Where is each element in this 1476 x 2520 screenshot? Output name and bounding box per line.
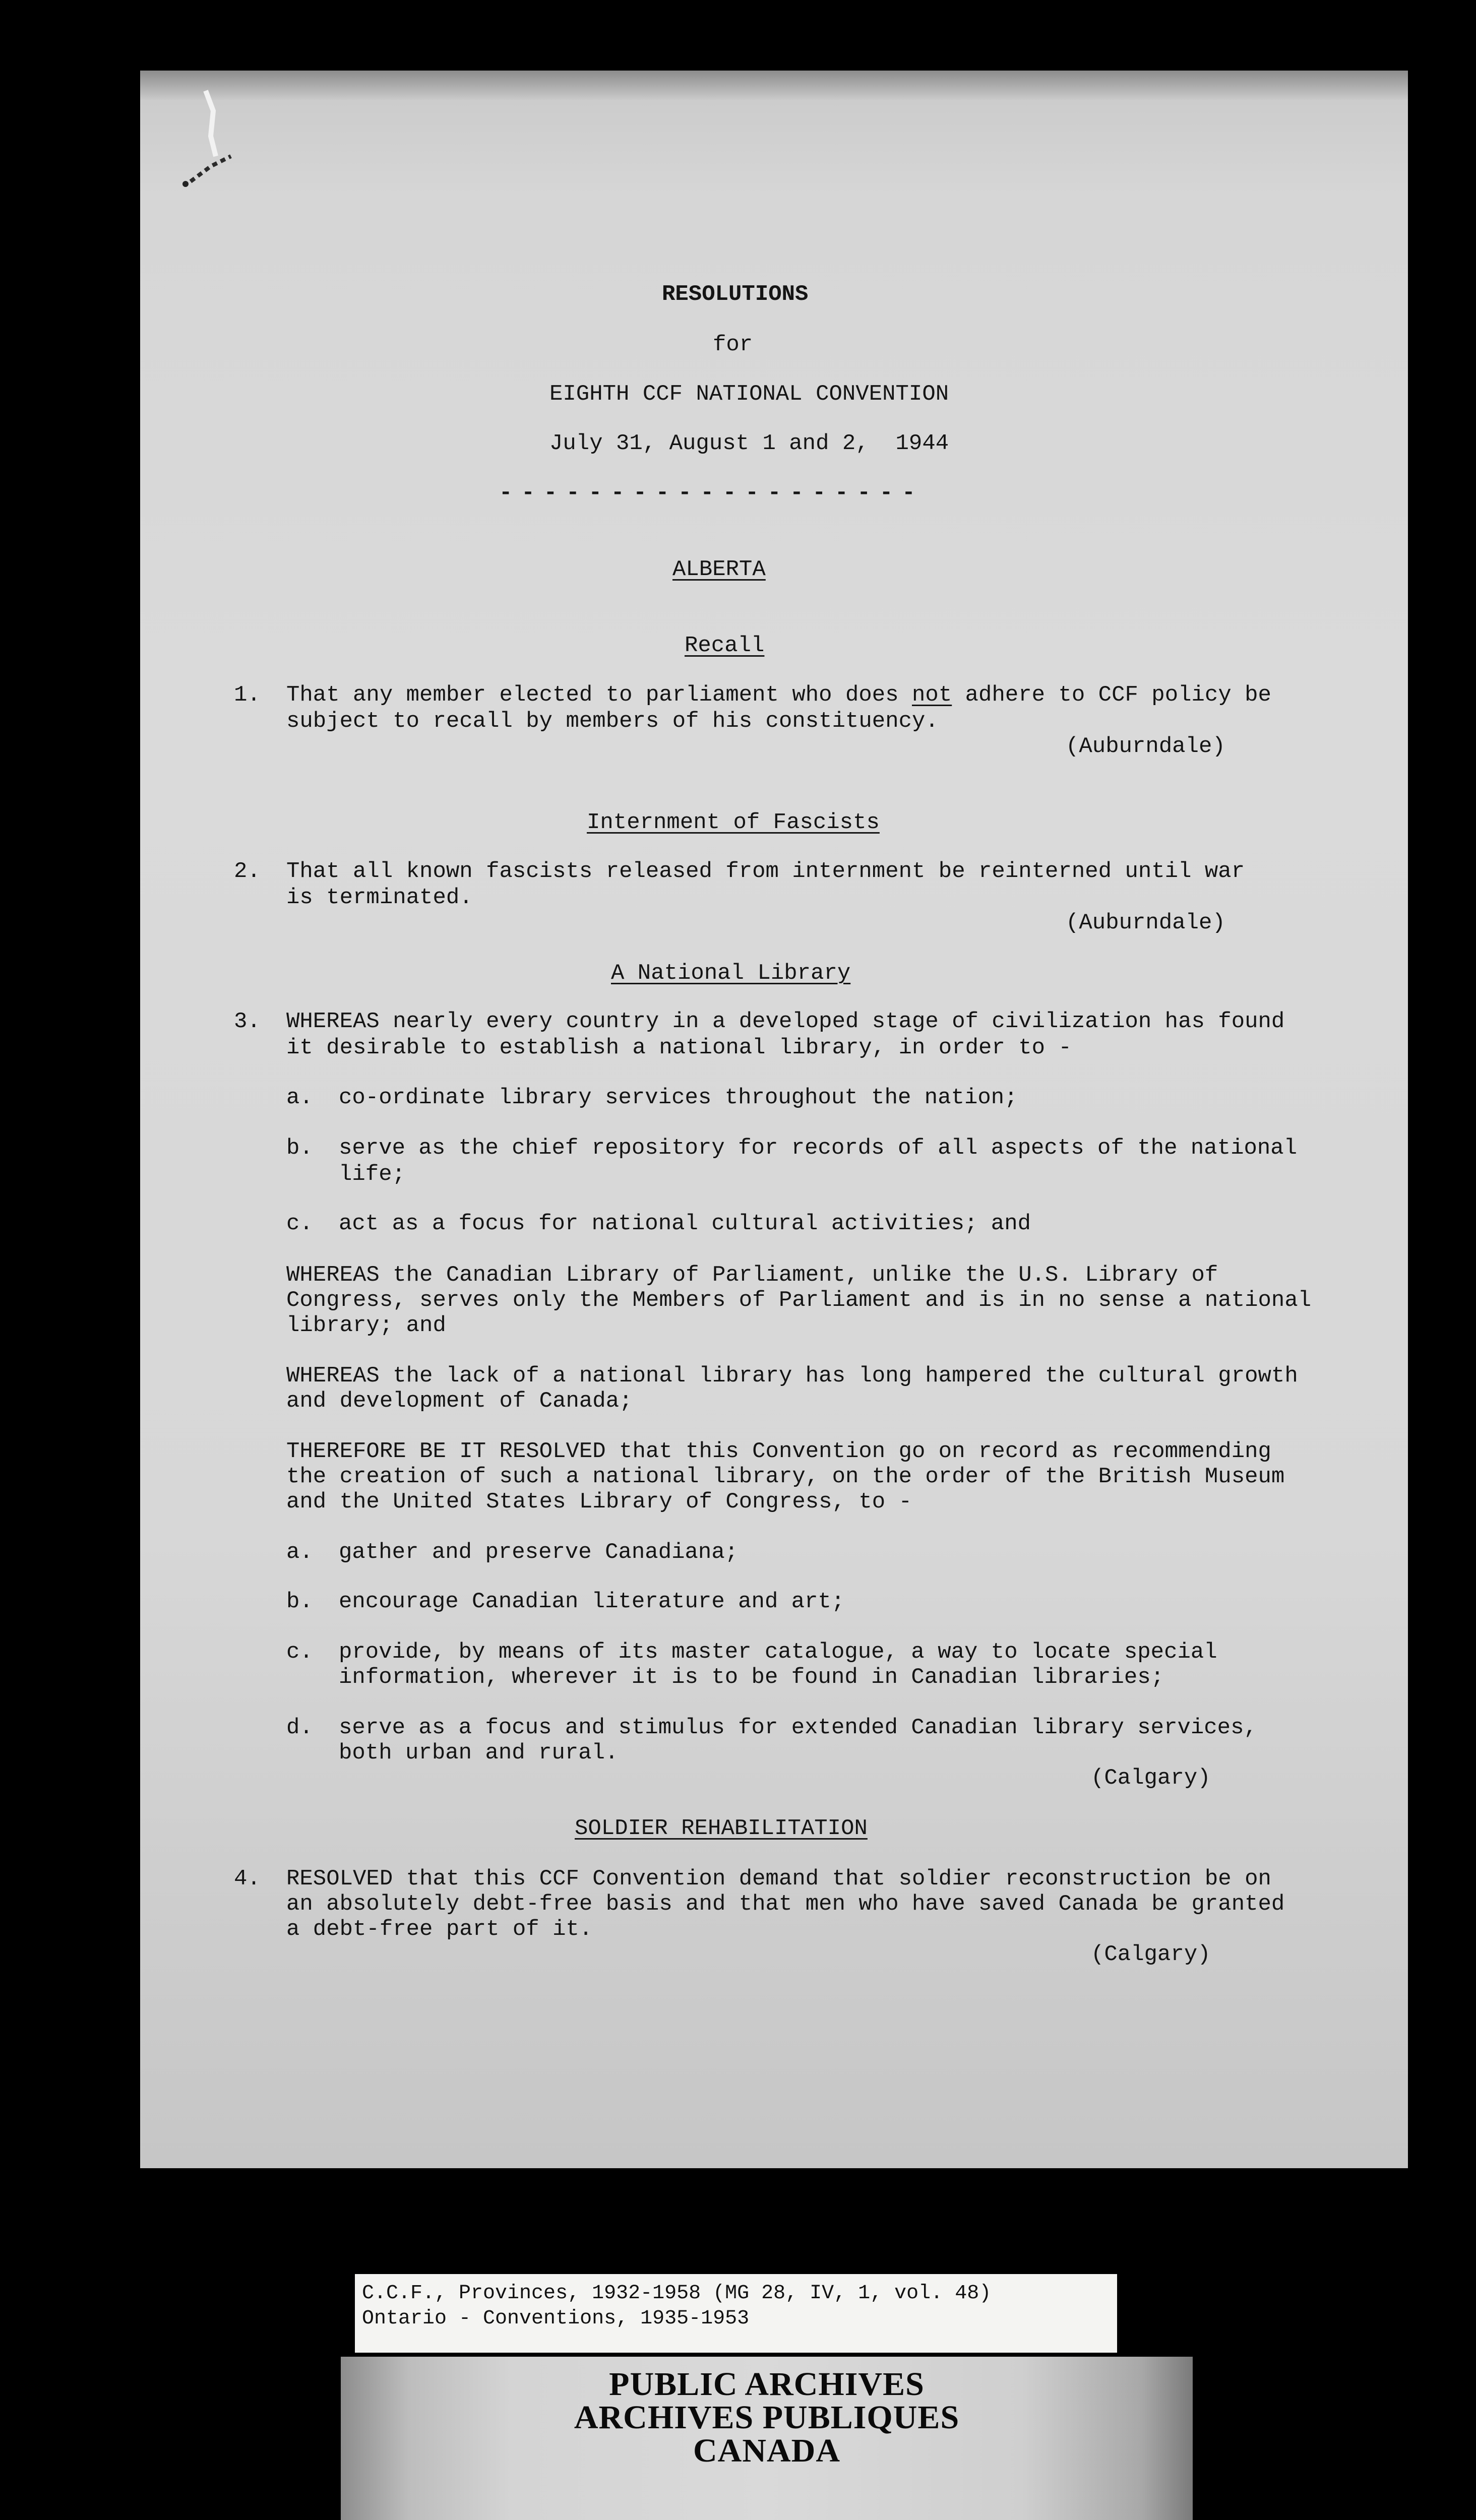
resolution-text: WHEREAS the Canadian Library of Parliament, unlike the U.S. Library of [286,1263,1218,1288]
section-heading-internment: Internment of Fascists [587,810,880,835]
list-letter: b. [286,1136,313,1161]
list-letter: c. [286,1211,313,1236]
list-item: serve as a focus and stimulus for extended Canadian library services, [339,1715,1257,1740]
resolution-number: 4. [234,1866,261,1892]
resolution-number: 3. [234,1009,261,1034]
list-item: co-ordinate library services throughout the nation; [339,1085,1018,1110]
province-heading: ALBERTA [672,557,766,582]
resolution-text: and the United States Library of Congress, to - [286,1489,912,1515]
resolution-source: (Calgary) [1091,1766,1211,1791]
doc-title: RESOLUTIONS [662,282,809,307]
doc-date: July 31, August 1 and 2, 1944 [549,431,949,456]
resolution-text: That all known fascists released from internment be reinterned until war [286,859,1245,884]
resolution-text: it desirable to establish a national library, in order to - [286,1035,1072,1060]
list-item: provide, by means of its master catalogue, a way to locate special [339,1640,1217,1665]
document-page [140,71,1408,2168]
resolution-text: a debt-free part of it. [286,1917,593,1942]
resolution-text: Congress, serves only the Members of Parliament and is in no sense a national [286,1288,1312,1313]
doc-title-for: for [713,332,753,357]
archive-reference-label [355,2274,1117,2353]
resolution-source: (Calgary) [1091,1942,1211,1967]
resolution-text: is terminated. [286,885,473,910]
resolution-text: the creation of such a national library, on the order of the British Museum [286,1464,1285,1489]
archives-stamp [341,2357,1193,2520]
archive-label-line: Ontario - Conventions, 1935-1953 [362,2307,750,2330]
resolution-source: (Auburndale) [1066,910,1225,935]
header-divider: ------------------- [499,480,925,506]
resolution-text: library; and [286,1313,446,1338]
stamp-line: ARCHIVES PUBLIQUES [574,2399,960,2436]
resolution-text: THEREFORE BE IT RESOLVED that this Convention go on record as recommending [286,1439,1271,1464]
archive-label-line: C.C.F., Provinces, 1932-1958 (MG 28, IV, 1, vol. 48) [362,2282,992,2305]
list-letter: c. [286,1640,313,1665]
list-item: life; [339,1162,406,1187]
list-item: gather and preserve Canadiana; [339,1540,739,1565]
resolution-text: WHEREAS nearly every country in a developed stage of civilization has found [286,1009,1285,1034]
list-item: information, wherever it is to be found in Canadian libraries; [339,1665,1164,1690]
list-letter: a. [286,1540,313,1565]
list-letter: b. [286,1589,313,1614]
doc-title-convention: EIGHTH CCF NATIONAL CONVENTION [549,382,949,407]
resolution-text: and development of Canada; [286,1389,633,1414]
resolution-number: 1. [234,682,261,708]
stamp-line: PUBLIC ARCHIVES [609,2366,925,2403]
stamp-line: CANADA [693,2432,840,2469]
section-heading-soldier: SOLDIER REHABILITATION [575,1816,868,1841]
list-item: encourage Canadian literature and art; [339,1589,845,1614]
list-item: serve as the chief repository for records of all aspects of the national [339,1136,1298,1161]
resolution-number: 2. [234,859,261,884]
resolution-text: RESOLVED that this CCF Convention demand that soldier reconstruction be on [286,1866,1271,1892]
section-heading-recall: Recall [685,633,765,658]
list-item: both urban and rural. [339,1740,619,1766]
list-item: act as a focus for national cultural activities; and [339,1211,1031,1236]
resolution-source: (Auburndale) [1066,734,1225,759]
resolution-text: subject to recall by members of his constituency. [286,709,939,734]
staple-mark-icon [175,81,251,192]
section-heading-library: A National Library [611,961,851,986]
resolution-text: That any member elected to parliament who does not adhere to CCF policy be [286,682,1271,708]
resolution-text: WHEREAS the lack of a national library has long hampered the cultural growth [286,1363,1298,1389]
list-letter: d. [286,1715,313,1740]
list-letter: a. [286,1085,313,1110]
resolution-text: an absolutely debt-free basis and that men who have saved Canada be granted [286,1892,1285,1917]
emphasis-not: not [912,682,952,708]
